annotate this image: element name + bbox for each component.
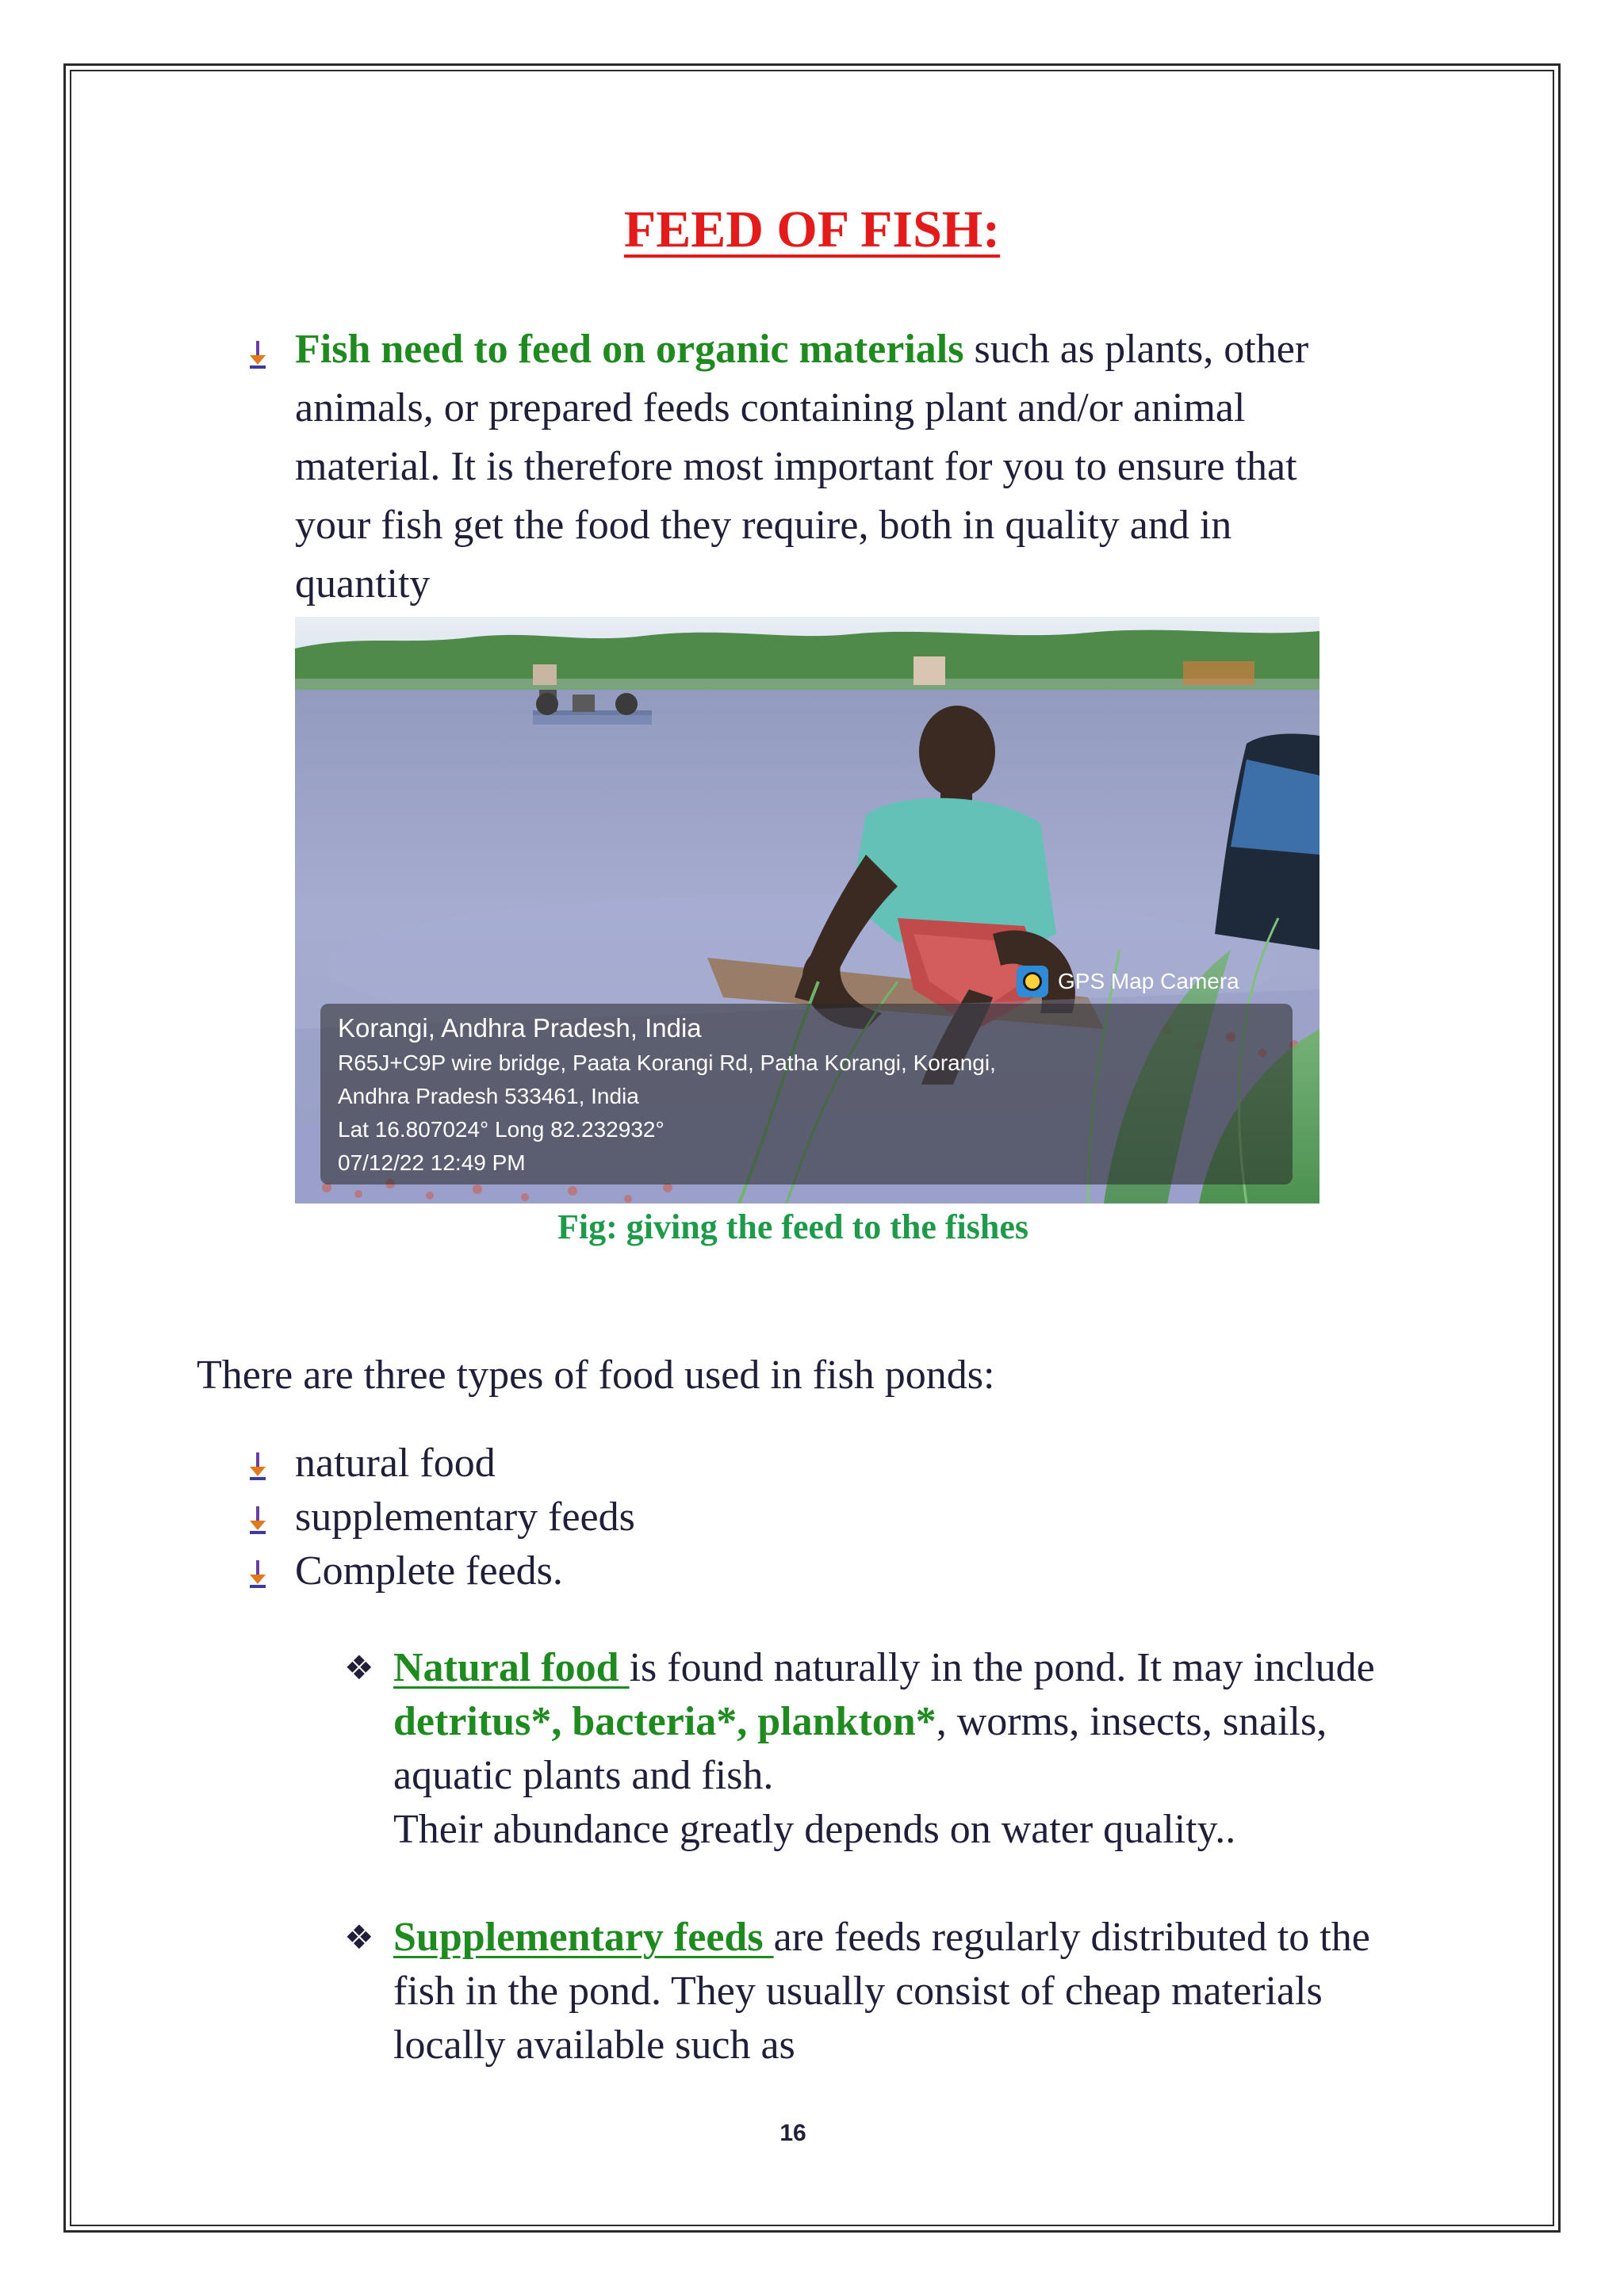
- page-title: FEED OF FISH:: [623, 201, 1001, 258]
- list-item: Complete feeds.: [295, 1548, 563, 1594]
- list-item: natural food: [295, 1441, 496, 1486]
- four-diamond-star-icon: ❖: [344, 1648, 374, 1687]
- food-types-list: [295, 1437, 635, 1598]
- down-arrow-bullet-icon: [247, 1505, 268, 1536]
- supplementary-text: are feeds regularly distributed to the fish in the pond. They usually consist of cheap materials locally available such as: [393, 1915, 1370, 2068]
- gps-address-line1: R65J+C9P wire bridge, Paata Korangi Rd, Patha Korangi, Korangi,: [338, 1050, 996, 1075]
- four-diamond-star-icon: ❖: [344, 1918, 374, 1957]
- gps-info-box: [320, 1004, 1293, 1184]
- gps-app-badge: [1017, 964, 1239, 999]
- gps-timestamp: 07/12/22 12:49 PM: [338, 1150, 526, 1175]
- down-arrow-bullet-icon: [247, 339, 268, 371]
- natural-food-item: [344, 1641, 1424, 1857]
- list-item: supplementary feeds: [295, 1494, 635, 1540]
- types-intro: There are three types of food used in fish ponds:: [197, 1353, 995, 1398]
- supplementary-term: Supplementary feeds: [393, 1915, 774, 1960]
- natural-food-text-a: is found naturally in the pond. It may include: [629, 1645, 1375, 1690]
- gps-location-title: Korangi, Andhra Pradesh, India: [338, 1013, 702, 1043]
- figure-caption: Fig: giving the feed to the fishes: [557, 1207, 1028, 1246]
- natural-food-highlight: detritus*, bacteria*, plankton*: [393, 1699, 936, 1744]
- down-arrow-bullet-icon: [247, 1559, 268, 1590]
- supplementary-feeds-item: [344, 1911, 1424, 2072]
- natural-food-term: Natural food: [393, 1645, 630, 1690]
- intro-highlight: Fish need to feed on organic materials: [295, 327, 964, 372]
- gps-address-line2: Andhra Pradesh 533461, India: [338, 1084, 639, 1108]
- intro-text: such as plants, other animals, or prepared feeds containing plant and/or animal material. It is therefore most important for you to ensure that your fish get the food they require, both in quality and in quantity: [295, 327, 1309, 607]
- intro-paragraph: [295, 320, 1358, 614]
- natural-food-text-c: Their abundance greatly depends on water quality..: [393, 1807, 1236, 1852]
- map-pin-icon: [1017, 966, 1048, 997]
- down-arrow-bullet-icon: [247, 1451, 268, 1483]
- gps-coordinates: Lat 16.807024° Long 82.232932°: [338, 1117, 665, 1142]
- natural-food-text-b: , worms, insects, snails, aquatic plants and fish.: [393, 1699, 1327, 1798]
- gps-app-label: GPS Map Camera: [1058, 969, 1239, 993]
- page-number: 16: [779, 2120, 806, 2146]
